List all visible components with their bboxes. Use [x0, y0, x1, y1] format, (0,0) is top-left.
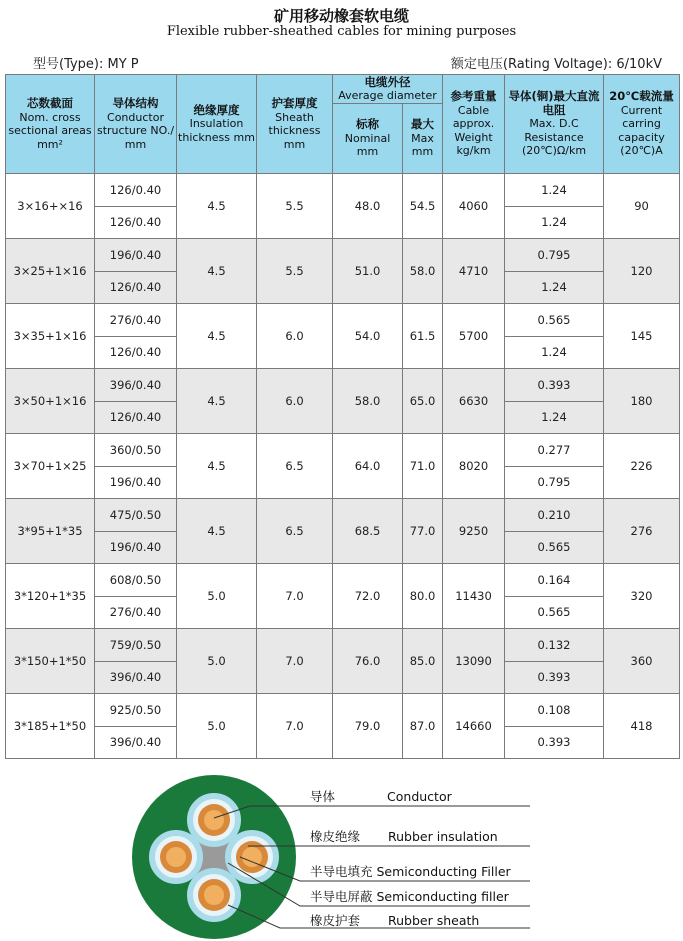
cell-max: 85.0: [403, 629, 443, 694]
cell-current: 120: [604, 239, 680, 304]
cell-nominal: 58.0: [333, 369, 403, 434]
cell-weight: 11430: [443, 564, 505, 629]
cell-current: 226: [604, 434, 680, 499]
header-conductor: 导体结构 Conductor structure NO./ mm: [95, 75, 177, 174]
cell-max: 77.0: [403, 499, 443, 564]
cell-weight: 13090: [443, 629, 505, 694]
cell-resistance-earth: 1.24: [505, 206, 604, 239]
cell-conductor-main: 360/0.50: [95, 434, 177, 467]
cell-section: 3*120+1*35: [6, 564, 95, 629]
cell-resistance-main: 0.795: [505, 239, 604, 272]
cell-max: 87.0: [403, 694, 443, 759]
cell-nominal: 79.0: [333, 694, 403, 759]
cell-sheath: 5.5: [257, 239, 333, 304]
table-row: [6, 499, 680, 532]
legend-conductor: 导体 Conductor: [310, 789, 452, 804]
cell-current: 360: [604, 629, 680, 694]
page-subtitle: Flexible rubber-sheathed cables for mining purposes: [166, 24, 517, 39]
cell-sheath: 6.0: [257, 304, 333, 369]
cell-section: 3*150+1*50: [6, 629, 95, 694]
cell-weight: 5700: [443, 304, 505, 369]
cell-conductor-main: 196/0.40: [95, 239, 177, 272]
cell-resistance-main: 0.277: [505, 434, 604, 467]
table-row: [6, 239, 680, 272]
header-max: 最大 Max mm: [403, 104, 443, 174]
cell-sheath: 5.5: [257, 174, 333, 239]
cell-insulation: 4.5: [177, 174, 257, 239]
cell-conductor-earth: 396/0.40: [95, 726, 177, 759]
cell-resistance-earth: 0.565: [505, 531, 604, 564]
cell-weight: 14660: [443, 694, 505, 759]
cell-nominal: 68.5: [333, 499, 403, 564]
core-left: [152, 833, 200, 881]
cell-resistance-main: 0.565: [505, 304, 604, 337]
spec-table: [5, 74, 680, 759]
cell-sheath: 6.5: [257, 499, 333, 564]
cell-resistance-main: 0.393: [505, 369, 604, 402]
cell-current: 90: [604, 174, 680, 239]
cell-resistance-earth: 1.24: [505, 336, 604, 369]
cell-current: 180: [604, 369, 680, 434]
table-row: [6, 564, 680, 597]
cell-conductor-earth: 126/0.40: [95, 271, 177, 304]
table-row: [6, 629, 680, 662]
cell-sheath: 7.0: [257, 629, 333, 694]
cell-resistance-earth: 1.24: [505, 401, 604, 434]
core-bottom: [190, 871, 238, 919]
cell-insulation: 5.0: [177, 564, 257, 629]
voltage-label: 额定电压(Rating Voltage): 6/10kV: [450, 57, 662, 72]
table-body: [6, 174, 680, 759]
cell-weight: 4710: [443, 239, 505, 304]
header-resistance: 导体(铜)最大直流电阻 Max. D.C Resistance (20℃)Ω/km: [505, 75, 604, 174]
cell-nominal: 64.0: [333, 434, 403, 499]
legend-rubber-sheath: 橡皮护套 Rubber sheath: [310, 913, 480, 928]
header-diameter: 电缆外径 Average diameter: [333, 75, 443, 104]
core-top: [190, 796, 238, 844]
cell-conductor-main: 276/0.40: [95, 304, 177, 337]
cell-max: 54.5: [403, 174, 443, 239]
cell-current: 276: [604, 499, 680, 564]
header-nominal: 标称 Nominal mm: [333, 104, 403, 174]
header-sheath: 护套厚度 Sheath thickness mm: [257, 75, 333, 174]
cell-conductor-main: 608/0.50: [95, 564, 177, 597]
cell-insulation: 4.5: [177, 499, 257, 564]
table-row: [6, 174, 680, 207]
cell-max: 58.0: [403, 239, 443, 304]
cable-cross-section-diagram: [128, 773, 300, 941]
cell-resistance-main: 1.24: [505, 174, 604, 207]
cell-nominal: 76.0: [333, 629, 403, 694]
type-label: 型号(Type): MY P: [33, 57, 139, 72]
cell-conductor-main: 925/0.50: [95, 694, 177, 727]
cell-section: 3×70+1×25: [6, 434, 95, 499]
cell-resistance-main: 0.164: [505, 564, 604, 597]
cell-resistance-main: 0.132: [505, 629, 604, 662]
cell-conductor-main: 475/0.50: [95, 499, 177, 532]
core-right: [228, 833, 276, 881]
cell-conductor-earth: 196/0.40: [95, 466, 177, 499]
header-insulation: 绝缘厚度 Insulation thickness mm: [177, 75, 257, 174]
cell-current: 145: [604, 304, 680, 369]
table-row: [6, 369, 680, 402]
cell-section: 3*185+1*50: [6, 694, 95, 759]
legend-rubber-insulation: 橡皮绝缘 Rubber insulation: [310, 829, 498, 844]
cell-section: 3*95+1*35: [6, 499, 95, 564]
legend-semiconducting-shield: 半导电屏蔽 Semiconducting filler: [310, 889, 509, 904]
cell-sheath: 6.0: [257, 369, 333, 434]
table-row: [6, 304, 680, 337]
cell-nominal: 54.0: [333, 304, 403, 369]
cell-weight: 6630: [443, 369, 505, 434]
cell-section: 3×16+×16: [6, 174, 95, 239]
cell-conductor-earth: 126/0.40: [95, 401, 177, 434]
cell-insulation: 4.5: [177, 304, 257, 369]
cell-nominal: 72.0: [333, 564, 403, 629]
cell-resistance-main: 0.210: [505, 499, 604, 532]
table-row: [6, 434, 680, 467]
cell-current: 418: [604, 694, 680, 759]
cell-max: 71.0: [403, 434, 443, 499]
legend-semiconducting-filler: 半导电填充 Semiconducting Filler: [310, 864, 511, 879]
cell-sheath: 6.5: [257, 434, 333, 499]
cell-section: 3×35+1×16: [6, 304, 95, 369]
cell-insulation: 4.5: [177, 434, 257, 499]
cell-conductor-main: 396/0.40: [95, 369, 177, 402]
cell-insulation: 5.0: [177, 694, 257, 759]
page-title: 矿用移动橡套软电缆: [273, 7, 409, 25]
cell-current: 320: [604, 564, 680, 629]
cell-nominal: 48.0: [333, 174, 403, 239]
cell-conductor-earth: 126/0.40: [95, 336, 177, 369]
cell-conductor-earth: 196/0.40: [95, 531, 177, 564]
cell-insulation: 4.5: [177, 239, 257, 304]
cell-conductor-main: 759/0.50: [95, 629, 177, 662]
cell-sheath: 7.0: [257, 694, 333, 759]
cell-max: 65.0: [403, 369, 443, 434]
cell-conductor-earth: 396/0.40: [95, 661, 177, 694]
cell-section: 3×25+1×16: [6, 239, 95, 304]
cell-conductor-earth: 126/0.40: [95, 206, 177, 239]
cell-resistance-earth: 0.393: [505, 661, 604, 694]
cell-resistance-earth: 0.565: [505, 596, 604, 629]
cell-weight: 9250: [443, 499, 505, 564]
cell-insulation: 5.0: [177, 629, 257, 694]
cell-weight: 4060: [443, 174, 505, 239]
cell-section: 3×50+1×16: [6, 369, 95, 434]
cell-conductor-main: 126/0.40: [95, 174, 177, 207]
cell-sheath: 7.0: [257, 564, 333, 629]
header-weight: 参考重量 Cable approx. Weight kg/km: [443, 75, 505, 174]
header-current: 20℃载流量 Current carring capacity (20℃)A: [604, 75, 680, 174]
cell-weight: 8020: [443, 434, 505, 499]
table-row: [6, 694, 680, 727]
cell-nominal: 51.0: [333, 239, 403, 304]
header-section: 芯数截面 Nom. cross sectional areas mm²: [6, 75, 95, 174]
cell-resistance-earth: 0.393: [505, 726, 604, 759]
cell-resistance-main: 0.108: [505, 694, 604, 727]
cell-resistance-earth: 0.795: [505, 466, 604, 499]
cell-max: 61.5: [403, 304, 443, 369]
cell-insulation: 4.5: [177, 369, 257, 434]
cell-max: 80.0: [403, 564, 443, 629]
cell-conductor-earth: 276/0.40: [95, 596, 177, 629]
cell-resistance-earth: 1.24: [505, 271, 604, 304]
